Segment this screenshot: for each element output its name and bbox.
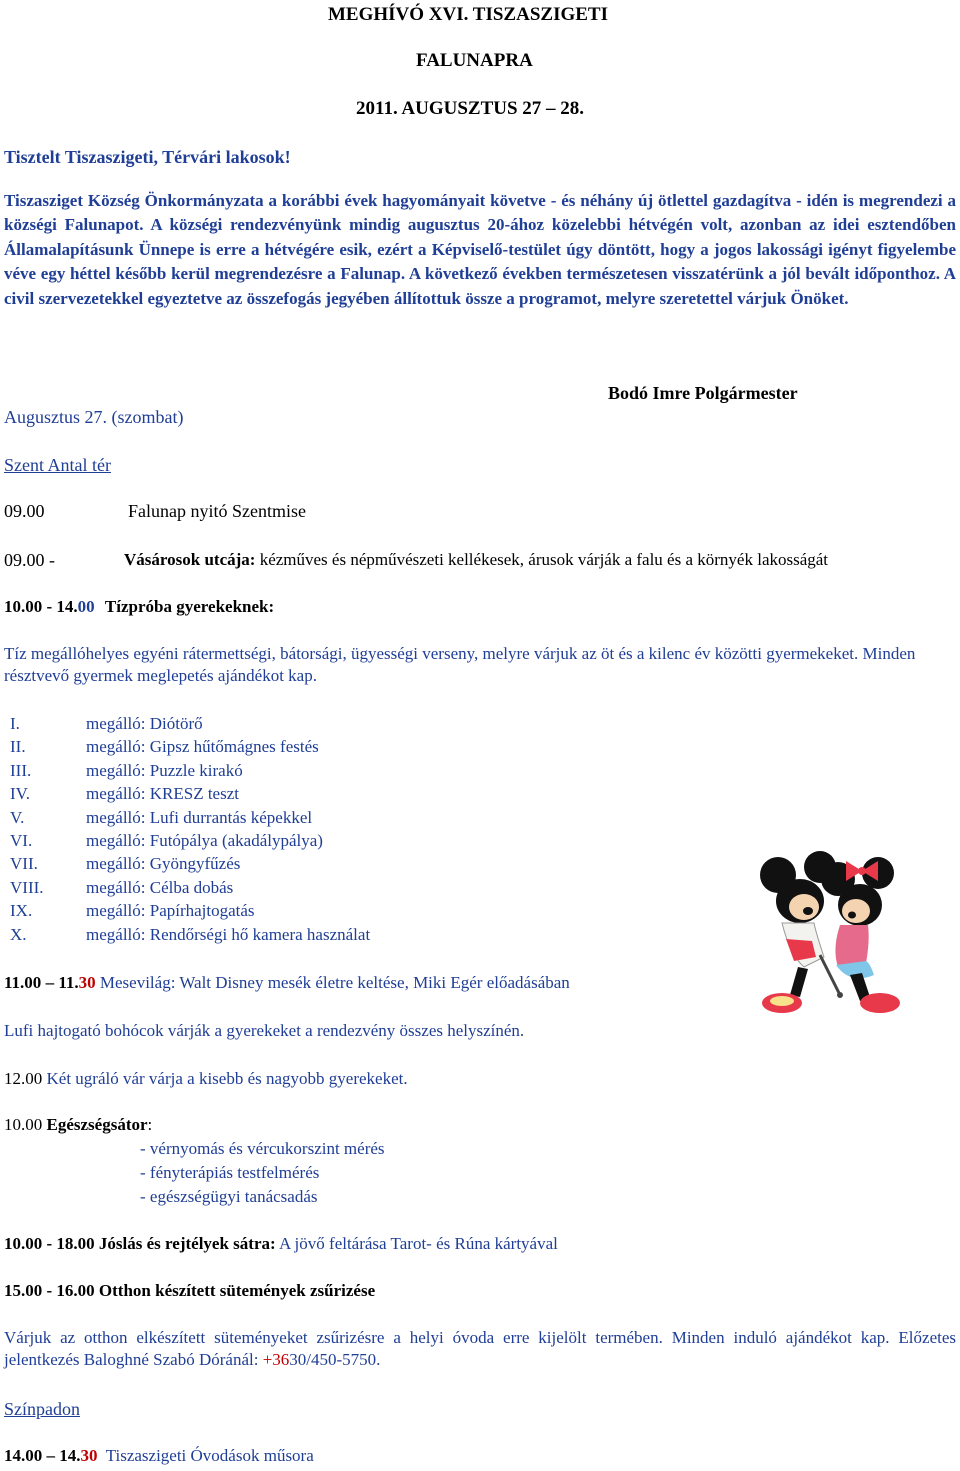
program-text: A jövő feltárása Tarot- és Rúna kártyával [275,1234,558,1253]
program-row-health-tent [4,1114,152,1136]
signature: Bodó Imre Polgármester [608,383,798,403]
program-title: Vásárosok utcája: [124,550,256,569]
stop-text: megálló: Lufi durrantás képekkel [86,807,313,827]
stop-number: X. [10,924,27,944]
stop-number: IX. [10,901,33,921]
stop-text: megálló: Gipsz hűtőmágnes festés [86,737,319,757]
cake-contest-description [4,1327,956,1371]
program-row-mesevilag [4,972,570,994]
phone-prefix: +36 [262,1350,290,1369]
program-row-tizproba [4,596,274,618]
stop-number: V. [10,807,25,827]
program-row-balloon: Lufi hajtogató bohócok várják a gyerekeket a rendezvény összes helyszínén. [4,1021,525,1040]
program-time-part: – 11. [41,973,79,992]
program-time: 10.00 - 18.00 [4,1234,95,1253]
program-time: 09.00 - [4,550,55,570]
program-text: Két ugráló vár várja a kisebb és nagyobb gyerekeket. [42,1069,408,1088]
health-item: - vérnyomás és vércukorszint mérés [140,1139,385,1158]
program-time: 09.00 [4,501,45,521]
program-time-part: 00 [77,597,95,616]
stop-number: VIII. [10,877,44,897]
stop-number: IV. [10,784,30,804]
program-text: kézműves és népművészeti kellékesek, árusok várják a falu és a környék lakosságát [255,550,829,569]
stop-number: VII. [10,854,38,874]
stop-text: megálló: Rendőrségi hő kamera használat [86,924,371,944]
program-title: Egészségsátor [42,1115,148,1134]
program-title: Tízpróba gyerekeknek: [104,597,275,616]
program-text: Tiszaszigeti Óvodások műsora [97,1446,314,1465]
program-title: Falunap nyitó Szentmise [128,501,306,521]
program-text: Mesevilág: Walt Disney mesék életre keltése, Miki Egér előadásában [95,973,570,992]
program-time: 11.00 [4,973,42,992]
program-time-part: 30 [78,973,96,992]
invitation-title: MEGHÍVÓ XVI. TISZASZIGETI [328,4,608,25]
program-time: 15.00 - 16.00 [4,1281,95,1300]
program-row-mass [4,500,306,522]
program-row-bouncy-castle [4,1068,408,1090]
stop-number: I. [10,714,20,733]
stop-text: megálló: Diótörő [86,714,203,733]
venue-szent-antal-ter: Szent Antal tér [4,455,111,475]
program-title: Jóslás és rejtélyek sátra: [94,1234,276,1253]
program-row-kindergarten [4,1445,314,1467]
stop-number: VI. [10,830,33,850]
program-time: 10.00 [4,1115,43,1134]
program-row-fortune [4,1233,558,1255]
program-time-part: – 14. [42,1446,81,1465]
health-item: - fényterápiás testfelmérés [140,1163,320,1182]
day-heading: Augusztus 27. (szombat) [4,407,184,427]
stop-text: megálló: Futópálya (akadálypálya) [86,830,323,850]
stop-text: megálló: Puzzle kirakó [86,760,243,780]
cake-contest-text: Várjuk az otthon elkészített süteményeket zsűrizésre a helyi óvoda erre kijelölt termében. Minden induló ajándékot kap. Előzetes jelentkezés Baloghné Szabó Dóránál: [4,1328,956,1369]
mickey-minnie-illustration [720,845,920,1025]
stop-text: megálló: Gyöngyfűzés [86,854,241,874]
program-title: Otthon készített sütemények zsűrizése [94,1281,376,1300]
greeting: Tisztelt Tiszaszigeti, Térvári lakosok! [4,147,291,167]
stop-number: II. [10,737,26,757]
invitation-subtitle: FALUNAPRA [416,50,533,71]
tizproba-description: Tíz megállóhelyes egyéni rátermettségi, bátorsági, ügyességi verseny, melyre várjuk az öt és a kilenc év közötti gyermekeket. Minden résztvevő gyermek meglepetés ajándékot kap. [4,644,916,685]
program-time: 10.00 - 14. [4,597,78,616]
intro-paragraph: Tiszasziget Község Önkormányzata a korábbi évek hagyományait követve - és néhány új ötlettel gazdagítva - idén is megrendezi a községi Falunapot. A községi rendezvényünk mindig augusztus 20-ához közelebbi hétvégén volt, azonban az idei esztendőben Államalapításunk Ünnepe is erre a hétvégére esik, ezért a Képviselő-testület úgy döntött, hogy a jogos lakossági igényt figyelembe véve egy héttel később kerül megrendezésre a Falunap. A következő években természetesen visszatérünk a jól bevált időponthoz. A civil szervezetekkel egyeztetve az összefogás jegyében állítottuk össze a programot, melyre szeretettel várjuk Önöket. [4,191,956,308]
program-row-market [4,549,829,572]
program-row-cake-contest [4,1280,375,1302]
stop-text: megálló: Célba dobás [86,877,234,897]
program-time: 12.00 [4,1069,43,1088]
health-item: - egészségügyi tanácsadás [140,1187,318,1206]
event-dates: 2011. AUGUSZTUS 27 – 28. [356,98,585,119]
program-time-part: 30 [80,1446,98,1465]
stop-text: megálló: Papírhajtogatás [86,901,255,921]
phone-number: 30/450-5750. [289,1350,381,1369]
program-time: 14.00 [4,1446,43,1465]
program-title-colon: : [147,1115,153,1134]
venue-stage: Színpadon [4,1399,80,1419]
stop-text: megálló: KRESZ teszt [86,784,239,804]
stop-number: III. [10,760,32,780]
